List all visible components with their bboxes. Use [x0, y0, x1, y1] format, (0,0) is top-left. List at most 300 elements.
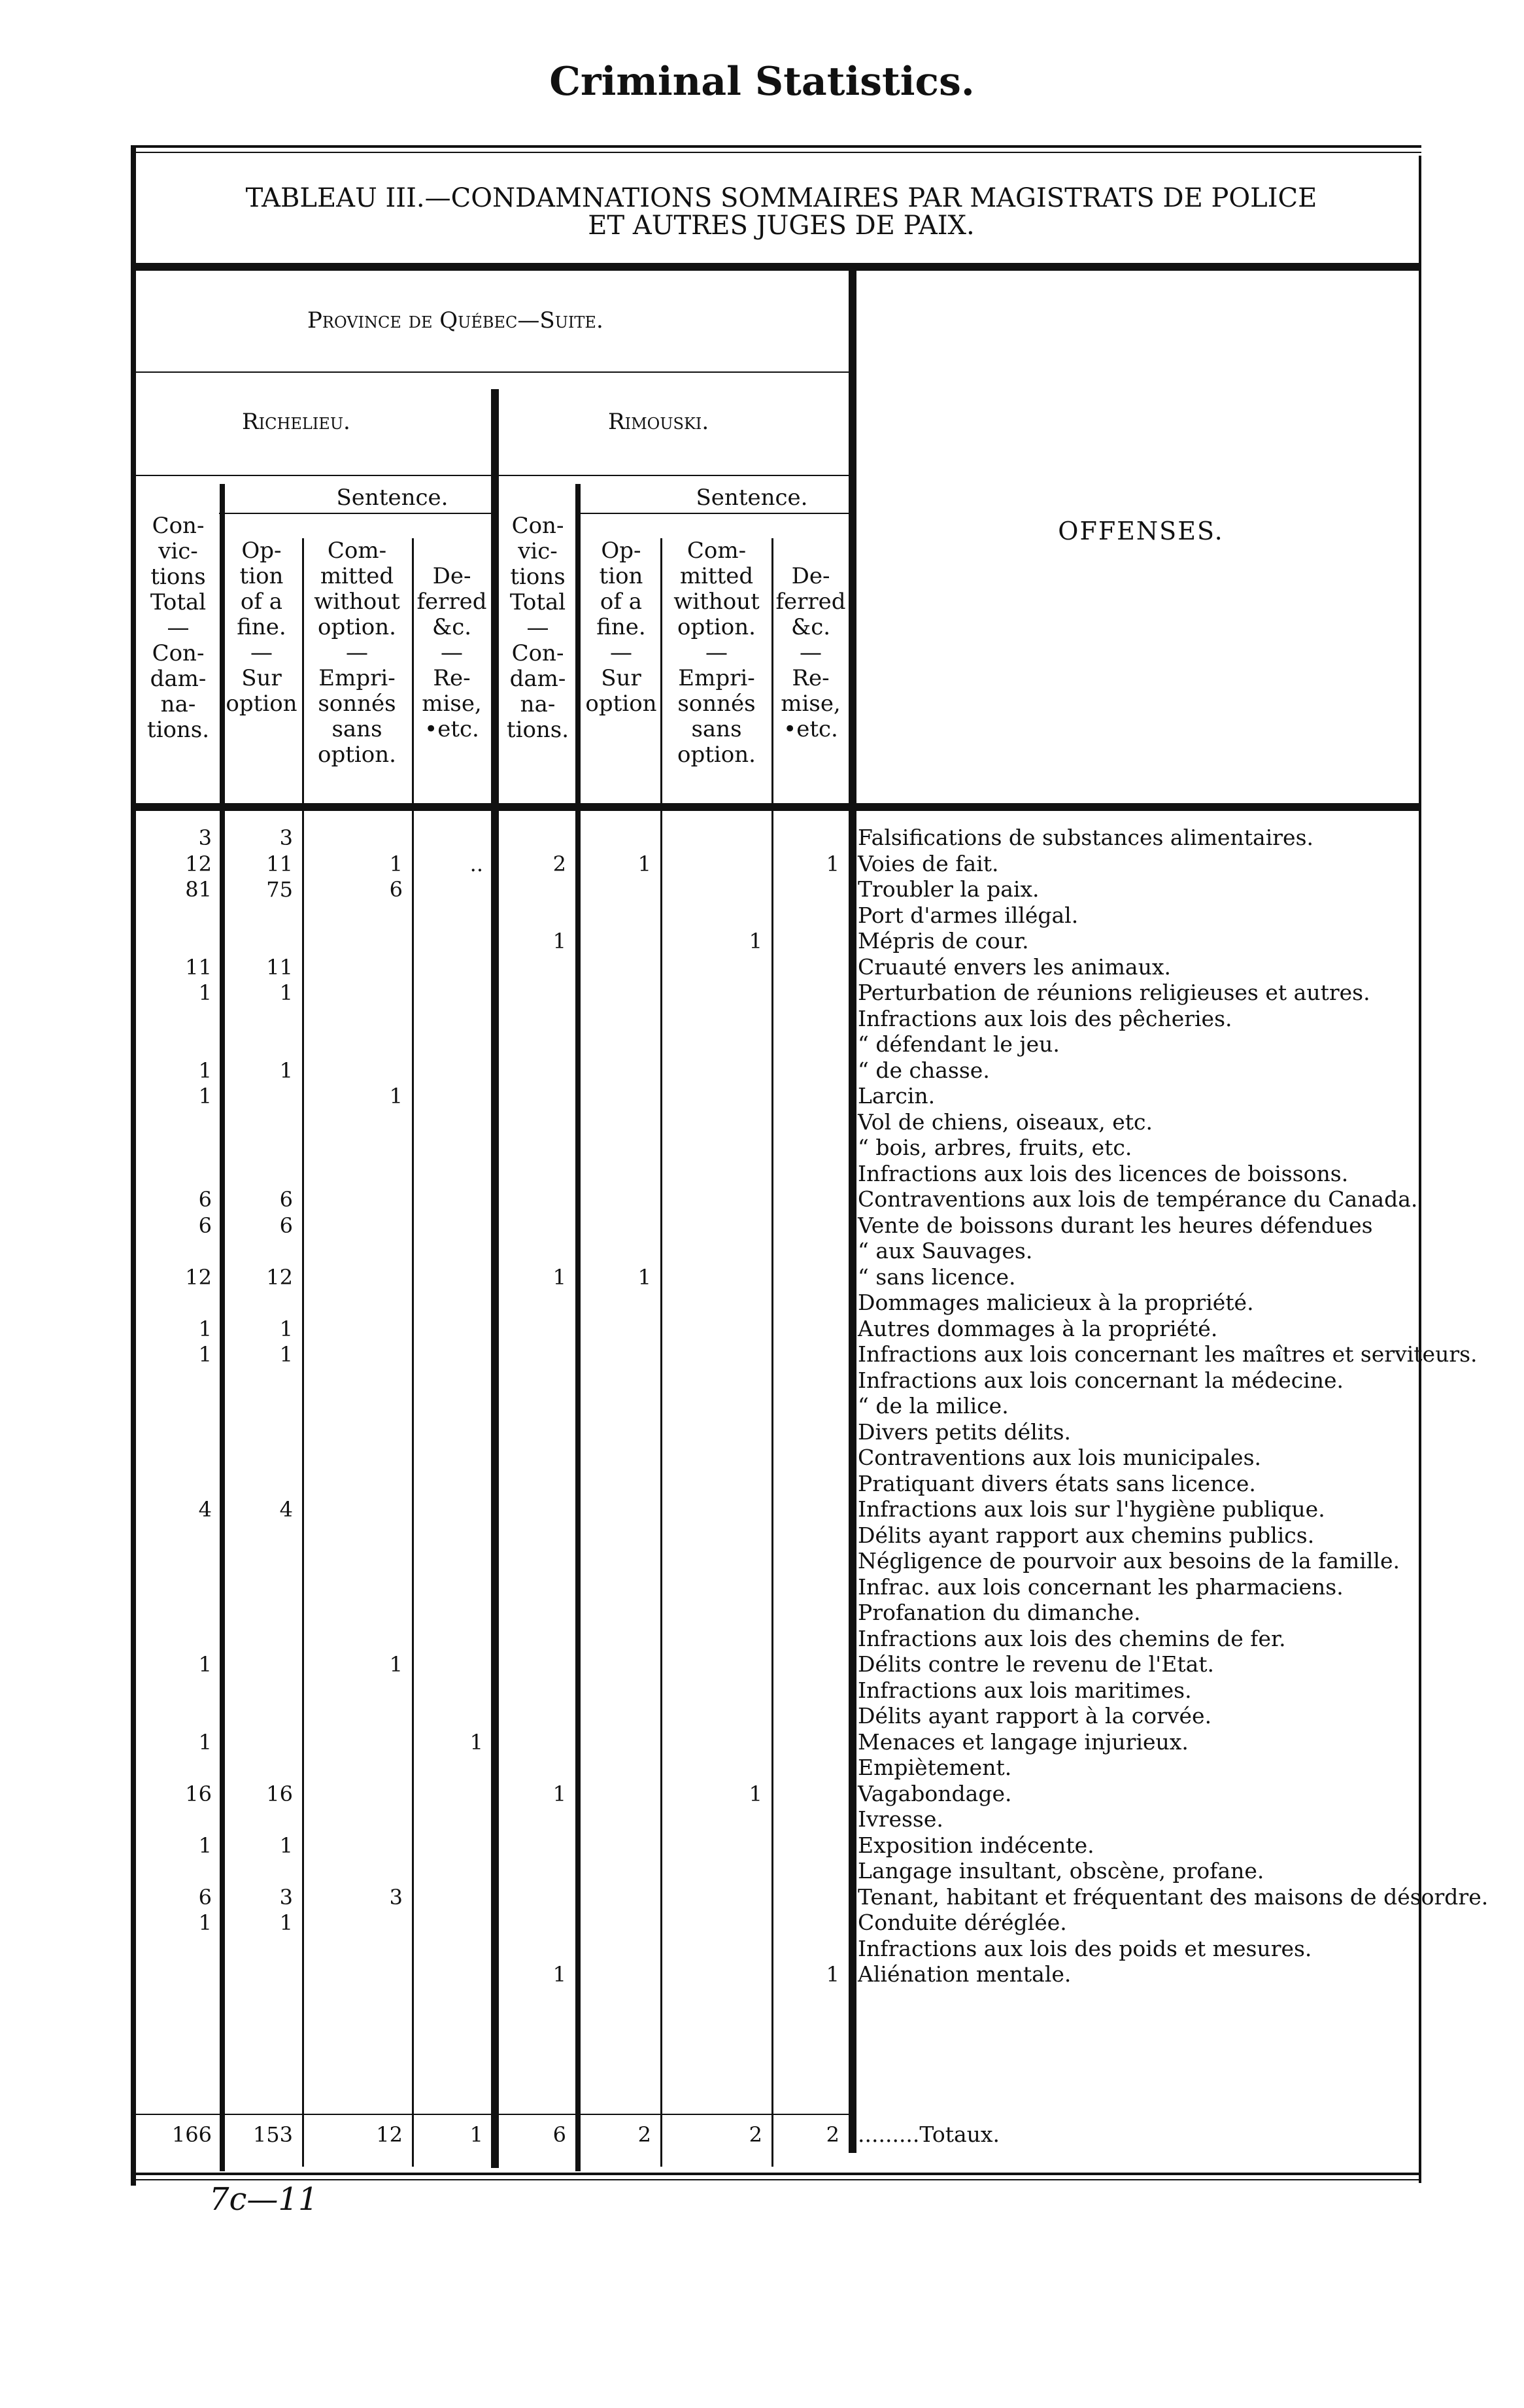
- offense-label: Infractions aux lois concernant la médecine.: [858, 1367, 1344, 1393]
- caption-rule: [131, 263, 1421, 271]
- cell-deferred-richelieu: [414, 1342, 483, 1367]
- cell-deferred-rimouski: [773, 1342, 839, 1367]
- cell-option-richelieu: [225, 1859, 293, 1883]
- offense-label: Profanation du dimanche.: [858, 1600, 1141, 1625]
- cell-deferred-richelieu: [414, 1290, 483, 1315]
- cell-option-rimouski: [581, 1600, 651, 1625]
- cell-deferred-richelieu: [414, 1575, 483, 1600]
- cell-deferred-richelieu: [414, 1058, 483, 1083]
- cell-conv-rimouski: [499, 955, 566, 980]
- cell-committed-richelieu: [304, 1110, 403, 1135]
- cell-deferred-rimouski: [773, 1084, 839, 1109]
- offense-label: Délits contre le revenu de l'Etat.: [858, 1651, 1215, 1677]
- cell-committed-richelieu: [304, 1239, 403, 1264]
- cell-deferred-richelieu: [414, 1084, 483, 1109]
- cell-deferred-rimouski: [773, 1885, 839, 1910]
- cell-conv-richelieu: [137, 1032, 212, 1057]
- cell-deferred-richelieu: [414, 1704, 483, 1729]
- cell-option-richelieu: [225, 1161, 293, 1186]
- table-row: [0, 1807, 1524, 1832]
- cell-conv-richelieu: 12: [137, 1265, 212, 1290]
- cell-option-rimouski: [581, 1110, 651, 1135]
- cell-option-richelieu: [225, 1600, 293, 1625]
- cell-deferred-rimouski: [773, 1368, 839, 1393]
- cell-conv-rimouski: 1: [499, 1781, 566, 1806]
- cell-conv-rimouski: [499, 1471, 566, 1496]
- cell-option-richelieu: [225, 1678, 293, 1703]
- cell-conv-rimouski: [499, 1859, 566, 1883]
- cell-deferred-richelieu: [414, 1420, 483, 1445]
- cell-option-rimouski: [581, 1006, 651, 1031]
- cell-committed-rimouski: [662, 1859, 762, 1883]
- table-row: [0, 1316, 1524, 1341]
- cell-conv-rimouski: [499, 1755, 566, 1780]
- cell-option-richelieu: [225, 1368, 293, 1393]
- cell-conv-richelieu: 166: [137, 2122, 212, 2147]
- table-row: [0, 1239, 1524, 1264]
- cell-option-rimouski: [581, 1058, 651, 1083]
- cell-committed-richelieu: [304, 1342, 403, 1367]
- cell-committed-rimouski: [662, 825, 762, 850]
- offense-label: Dommages malicieux à la propriété.: [858, 1290, 1254, 1315]
- cell-deferred-rimouski: [773, 1471, 839, 1496]
- cell-committed-rimouski: [662, 1885, 762, 1910]
- cell-option-richelieu: [225, 1807, 293, 1832]
- cell-option-richelieu: [225, 1445, 293, 1470]
- cell-committed-rimouski: [662, 1058, 762, 1083]
- table-row: [0, 1549, 1524, 1574]
- cell-conv-rimouski: [499, 1936, 566, 1961]
- cell-option-rimouski: [581, 1084, 651, 1109]
- offense-label: Infractions aux lois maritimes.: [858, 1677, 1192, 1703]
- offense-label: Délits ayant rapport aux chemins publics.: [858, 1522, 1315, 1548]
- cell-conv-richelieu: [137, 903, 212, 928]
- cell-committed-rimouski: [662, 1368, 762, 1393]
- cell-conv-rimouski: 2: [499, 851, 566, 876]
- cell-conv-rimouski: [499, 1394, 566, 1419]
- cell-committed-rimouski: [662, 1006, 762, 1031]
- cell-conv-rimouski: [499, 1420, 566, 1445]
- cell-deferred-richelieu: [414, 1032, 483, 1057]
- cell-committed-richelieu: [304, 1368, 403, 1393]
- header-committed-rimouski: Com- mitted without option. — Empri- sonnés sans option.: [673, 538, 760, 768]
- cell-option-richelieu: 11: [225, 955, 293, 980]
- cell-option-rimouski: [581, 1781, 651, 1806]
- cell-option-rimouski: [581, 1342, 651, 1367]
- cell-deferred-rimouski: [773, 1213, 839, 1238]
- header-deferred-richelieu: De- ferred &c. — Re- mise, •etc.: [416, 563, 487, 742]
- offense-label: Négligence de pourvoir aux besoins de la famille.: [858, 1548, 1400, 1574]
- cell-committed-rimouski: [662, 903, 762, 928]
- cell-option-rimouski: [581, 1471, 651, 1496]
- cell-deferred-richelieu: 1: [414, 1730, 483, 1755]
- cell-conv-rimouski: [499, 1600, 566, 1625]
- cell-option-rimouski: [581, 1032, 651, 1057]
- offense-label: Infractions aux lois des poids et mesures.: [858, 1935, 1312, 1961]
- cell-option-rimouski: 2: [581, 2122, 651, 2147]
- table-row: [0, 1058, 1524, 1083]
- cell-conv-rimouski: [499, 1084, 566, 1109]
- cell-deferred-rimouski: [773, 1290, 839, 1315]
- cell-deferred-rimouski: [773, 1730, 839, 1755]
- cell-conv-rimouski: [499, 1445, 566, 1470]
- cell-committed-richelieu: [304, 1187, 403, 1212]
- table-row: [0, 1342, 1524, 1367]
- header-bottom-rule: [136, 803, 1421, 811]
- cell-committed-rimouski: [662, 1497, 762, 1522]
- cell-option-richelieu: 12: [225, 1265, 293, 1290]
- table-row: [0, 903, 1524, 928]
- table-row: [0, 980, 1524, 1005]
- cell-conv-richelieu: 1: [137, 1316, 212, 1341]
- cell-conv-richelieu: 1: [137, 1833, 212, 1858]
- cell-deferred-richelieu: [414, 1239, 483, 1264]
- cell-committed-rimouski: [662, 1135, 762, 1160]
- cell-deferred-rimouski: [773, 1135, 839, 1160]
- cell-deferred-rimouski: [773, 1497, 839, 1522]
- table-caption: [144, 184, 1419, 239]
- cell-conv-richelieu: [137, 1626, 212, 1651]
- cell-option-richelieu: [225, 1006, 293, 1031]
- cell-conv-richelieu: 3: [137, 825, 212, 850]
- table-row: [0, 1833, 1524, 1858]
- cell-committed-rimouski: [662, 1187, 762, 1212]
- cell-option-richelieu: [225, 1135, 293, 1160]
- offense-label: Pratiquant divers états sans licence.: [858, 1470, 1256, 1496]
- cell-committed-richelieu: [304, 1523, 403, 1548]
- cell-conv-rimouski: [499, 1678, 566, 1703]
- cell-deferred-rimouski: [773, 1445, 839, 1470]
- table-row: [0, 1187, 1524, 1212]
- cell-conv-richelieu: 4: [137, 1497, 212, 1522]
- cell-deferred-richelieu: [414, 1936, 483, 1961]
- cell-committed-rimouski: [662, 1730, 762, 1755]
- offense-label: Perturbation de réunions religieuses et autres.: [858, 980, 1370, 1005]
- cell-option-richelieu: 11: [225, 851, 293, 876]
- offense-label: Port d'armes illégal.: [858, 902, 1079, 928]
- cell-option-richelieu: 1: [225, 1316, 293, 1341]
- cell-conv-rimouski: [499, 1316, 566, 1341]
- cell-option-rimouski: [581, 877, 651, 902]
- cell-option-rimouski: [581, 1678, 651, 1703]
- cell-deferred-rimouski: [773, 877, 839, 902]
- cell-option-rimouski: [581, 1730, 651, 1755]
- page-number: 7c—11: [209, 2181, 318, 2218]
- cell-deferred-rimouski: [773, 1600, 839, 1625]
- cell-committed-rimouski: [662, 1807, 762, 1832]
- cell-committed-rimouski: [662, 1239, 762, 1264]
- cell-option-richelieu: [225, 1652, 293, 1677]
- offense-label: Cruauté envers les animaux.: [858, 954, 1171, 980]
- cell-option-richelieu: [225, 1549, 293, 1574]
- cell-conv-rimouski: [499, 1368, 566, 1393]
- cell-conv-richelieu: [137, 1135, 212, 1160]
- cell-deferred-richelieu: [414, 1471, 483, 1496]
- offense-label: Voies de fait.: [858, 850, 999, 876]
- cell-committed-richelieu: [304, 1704, 403, 1729]
- cell-option-richelieu: [225, 1239, 293, 1264]
- offense-label: Vente de boissons durant les heures défendues: [858, 1212, 1373, 1238]
- cell-deferred-richelieu: [414, 877, 483, 902]
- cell-deferred-richelieu: [414, 1213, 483, 1238]
- cell-deferred-rimouski: [773, 955, 839, 980]
- cell-committed-rimouski: 2: [662, 2122, 762, 2147]
- cell-conv-rimouski: 1: [499, 1265, 566, 1290]
- cell-deferred-rimouski: 1: [773, 1962, 839, 1987]
- cell-committed-rimouski: [662, 1032, 762, 1057]
- cell-deferred-rimouski: [773, 1678, 839, 1703]
- province-rule: [136, 371, 849, 373]
- cell-deferred-richelieu: [414, 1910, 483, 1935]
- totals-rule: [136, 2114, 852, 2115]
- offense-label: Infractions aux lois concernant les maîtres et serviteurs.: [858, 1341, 1478, 1367]
- cell-committed-richelieu: [304, 955, 403, 980]
- cell-committed-richelieu: [304, 1730, 403, 1755]
- cell-committed-richelieu: [304, 1859, 403, 1883]
- cell-deferred-rimouski: [773, 1626, 839, 1651]
- cell-option-rimouski: [581, 955, 651, 980]
- cell-committed-rimouski: [662, 1213, 762, 1238]
- cell-deferred-richelieu: [414, 1678, 483, 1703]
- cell-committed-rimouski: [662, 1833, 762, 1858]
- cell-option-richelieu: [225, 1420, 293, 1445]
- cell-option-rimouski: [581, 1394, 651, 1419]
- sentence-label-richelieu: Sentence.: [336, 485, 449, 511]
- table-row: [0, 1265, 1524, 1290]
- cell-option-rimouski: [581, 1755, 651, 1780]
- table-row: [0, 1859, 1524, 1883]
- cell-deferred-rimouski: [773, 1110, 839, 1135]
- table-row: [0, 1704, 1524, 1729]
- cell-conv-rimouski: 1: [499, 929, 566, 954]
- table-row: [0, 1110, 1524, 1135]
- cell-option-richelieu: [225, 1032, 293, 1057]
- cell-conv-rimouski: [499, 1135, 566, 1160]
- cell-conv-richelieu: [137, 1704, 212, 1729]
- cell-option-richelieu: 1: [225, 1058, 293, 1083]
- table-row: [0, 1368, 1524, 1393]
- cell-deferred-richelieu: [414, 1497, 483, 1522]
- cell-deferred-rimouski: [773, 1936, 839, 1961]
- cell-option-rimouski: [581, 1833, 651, 1858]
- offense-label: Menaces et langage injurieux.: [858, 1729, 1189, 1755]
- table-row: [0, 1006, 1524, 1031]
- cell-deferred-richelieu: [414, 1523, 483, 1548]
- table-row: [0, 1161, 1524, 1186]
- cell-option-rimouski: [581, 1239, 651, 1264]
- cell-deferred-richelieu: [414, 1135, 483, 1160]
- cell-conv-rimouski: [499, 1626, 566, 1651]
- cell-committed-rimouski: [662, 1575, 762, 1600]
- cell-committed-richelieu: [304, 1161, 403, 1186]
- cell-deferred-rimouski: [773, 1161, 839, 1186]
- cell-deferred-rimouski: [773, 1652, 839, 1677]
- table-row: [0, 1135, 1524, 1160]
- cell-option-richelieu: 75: [225, 877, 293, 902]
- caption-line-1: TABLEAU III.—CONDAMNATIONS SOMMAIRES PAR MAGISTRATS DE POLICE: [245, 183, 1317, 213]
- cell-deferred-richelieu: [414, 1187, 483, 1212]
- cell-deferred-richelieu: [414, 903, 483, 928]
- cell-option-richelieu: 3: [225, 825, 293, 850]
- cell-committed-richelieu: [304, 1290, 403, 1315]
- cell-option-rimouski: 1: [581, 1265, 651, 1290]
- cell-committed-rimouski: [662, 1394, 762, 1419]
- cell-committed-rimouski: [662, 1936, 762, 1961]
- cell-committed-rimouski: [662, 1316, 762, 1341]
- table-row: [0, 1394, 1524, 1419]
- table-row: [0, 929, 1524, 954]
- cell-conv-richelieu: [137, 1239, 212, 1264]
- cell-deferred-rimouski: [773, 1807, 839, 1832]
- cell-conv-richelieu: 16: [137, 1781, 212, 1806]
- frame-bottom-rule: [131, 2173, 1421, 2175]
- header-convictions-rimouski: Con- vic- tions Total — Con- dam- na- tions.: [506, 513, 569, 743]
- cell-option-rimouski: [581, 903, 651, 928]
- cell-option-rimouski: [581, 1549, 651, 1574]
- cell-committed-richelieu: [304, 1213, 403, 1238]
- frame-top-rule-inner: [131, 152, 1421, 153]
- cell-deferred-rimouski: [773, 1420, 839, 1445]
- cell-option-rimouski: [581, 1936, 651, 1961]
- cell-conv-rimouski: [499, 1652, 566, 1677]
- offense-label: Autres dommages à la propriété.: [858, 1315, 1218, 1341]
- cell-deferred-richelieu: ..: [414, 851, 483, 876]
- table-row: [0, 1885, 1524, 1910]
- cell-conv-rimouski: [499, 903, 566, 928]
- cell-deferred-rimouski: [773, 1833, 839, 1858]
- cell-deferred-richelieu: [414, 955, 483, 980]
- cell-committed-richelieu: [304, 1781, 403, 1806]
- table-row: [0, 1730, 1524, 1755]
- cell-option-richelieu: [225, 1730, 293, 1755]
- cell-option-rimouski: [581, 1420, 651, 1445]
- table-row: [0, 1032, 1524, 1057]
- cell-option-richelieu: [225, 1626, 293, 1651]
- offense-label: Vol de chiens, oiseaux, etc.: [858, 1109, 1153, 1135]
- offense-label: Vagabondage.: [858, 1780, 1012, 1806]
- cell-conv-richelieu: [137, 929, 212, 954]
- cell-conv-richelieu: [137, 1006, 212, 1031]
- table-row: [0, 1213, 1524, 1238]
- cell-committed-richelieu: [304, 929, 403, 954]
- cell-deferred-rimouski: [773, 1781, 839, 1806]
- cell-deferred-rimouski: [773, 1058, 839, 1083]
- cell-committed-richelieu: [304, 1600, 403, 1625]
- table-row: [0, 1420, 1524, 1445]
- cell-committed-rimouski: [662, 1290, 762, 1315]
- cell-conv-richelieu: [137, 1859, 212, 1883]
- cell-option-rimouski: [581, 1445, 651, 1470]
- header-option-richelieu: Op- tion of a fine. — Sur option: [226, 538, 297, 717]
- cell-committed-richelieu: 6: [304, 877, 403, 902]
- cell-committed-richelieu: [304, 1575, 403, 1600]
- cell-deferred-richelieu: [414, 1626, 483, 1651]
- cell-conv-rimouski: [499, 1730, 566, 1755]
- cell-committed-rimouski: [662, 1445, 762, 1470]
- cell-option-rimouski: [581, 1316, 651, 1341]
- cell-committed-rimouski: [662, 980, 762, 1005]
- cell-deferred-rimouski: [773, 1910, 839, 1935]
- province-heading: Province de Québec—Suite.: [307, 307, 603, 334]
- cell-option-rimouski: [581, 1368, 651, 1393]
- cell-conv-rimouski: [499, 1833, 566, 1858]
- cell-committed-rimouski: [662, 1420, 762, 1445]
- cell-conv-richelieu: [137, 1575, 212, 1600]
- cell-deferred-richelieu: [414, 1445, 483, 1470]
- cell-committed-richelieu: [304, 1394, 403, 1419]
- cell-conv-richelieu: [137, 1445, 212, 1470]
- table-row: [0, 825, 1524, 850]
- cell-conv-richelieu: [137, 1755, 212, 1780]
- cell-committed-richelieu: [304, 1135, 403, 1160]
- cell-deferred-richelieu: [414, 1006, 483, 1031]
- cell-option-richelieu: 1: [225, 980, 293, 1005]
- cell-option-rimouski: [581, 1497, 651, 1522]
- cell-committed-rimouski: [662, 1704, 762, 1729]
- cell-option-rimouski: 1: [581, 851, 651, 876]
- offenses-header: OFFENSES.: [1058, 517, 1224, 545]
- cell-conv-rimouski: [499, 1807, 566, 1832]
- offense-label: Contraventions aux lois de tempérance du Canada.: [858, 1186, 1418, 1212]
- cell-deferred-richelieu: [414, 1755, 483, 1780]
- cell-option-richelieu: [225, 1704, 293, 1729]
- cell-option-rimouski: [581, 1626, 651, 1651]
- sentence-label-rimouski: Sentence.: [696, 485, 808, 511]
- cell-committed-rimouski: [662, 877, 762, 902]
- table-row: [0, 1290, 1524, 1315]
- cell-deferred-rimouski: [773, 980, 839, 1005]
- cell-option-richelieu: 1: [225, 1910, 293, 1935]
- cell-option-richelieu: 3: [225, 1885, 293, 1910]
- cell-conv-rimouski: [499, 1110, 566, 1135]
- cell-committed-rimouski: [662, 1678, 762, 1703]
- cell-option-richelieu: [225, 1755, 293, 1780]
- cell-committed-rimouski: [662, 851, 762, 876]
- cell-conv-richelieu: 6: [137, 1213, 212, 1238]
- cell-deferred-richelieu: [414, 1161, 483, 1186]
- cell-conv-rimouski: 6: [499, 2122, 566, 2147]
- offense-label: Contraventions aux lois municipales.: [858, 1445, 1261, 1470]
- offense-label: Ivresse.: [858, 1806, 943, 1832]
- table-row: [0, 851, 1524, 876]
- cell-committed-richelieu: [304, 1006, 403, 1031]
- cell-committed-richelieu: [304, 1936, 403, 1961]
- cell-committed-richelieu: [304, 1497, 403, 1522]
- cell-deferred-rimouski: [773, 1755, 839, 1780]
- table-row: [0, 1445, 1524, 1470]
- offense-label: Infractions aux lois des pêcheries.: [858, 1005, 1232, 1031]
- offense-label: Aliénation mentale.: [858, 1961, 1072, 1987]
- table-row: [0, 955, 1524, 980]
- cell-deferred-richelieu: [414, 1600, 483, 1625]
- cell-conv-rimouski: [499, 980, 566, 1005]
- cell-committed-richelieu: [304, 1833, 403, 1858]
- offense-label: Larcin.: [858, 1083, 936, 1109]
- header-committed-richelieu: Com- mitted without option. — Empri- sonnés sans option.: [314, 538, 400, 768]
- cell-committed-rimouski: [662, 1910, 762, 1935]
- cell-deferred-rimouski: [773, 1549, 839, 1574]
- table-row: [0, 877, 1524, 902]
- offense-label: Infractions aux lois des licences de boissons.: [858, 1160, 1349, 1186]
- cell-deferred-richelieu: [414, 1781, 483, 1806]
- cell-option-rimouski: [581, 929, 651, 954]
- cell-committed-richelieu: [304, 1445, 403, 1470]
- cell-conv-rimouski: [499, 1032, 566, 1057]
- cell-deferred-rimouski: [773, 1316, 839, 1341]
- cell-deferred-richelieu: [414, 1265, 483, 1290]
- offense-label: Infractions aux lois sur l'hygiène publique.: [858, 1496, 1325, 1522]
- cell-deferred-rimouski: [773, 1575, 839, 1600]
